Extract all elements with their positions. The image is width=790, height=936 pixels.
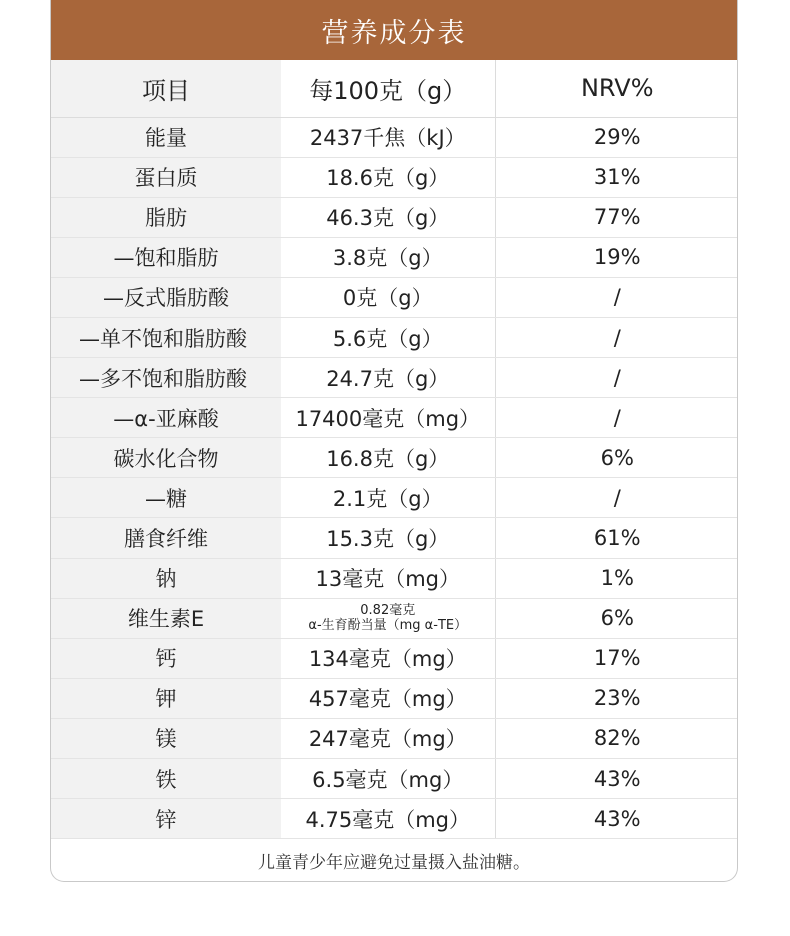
- row-item: 碳水化合物: [51, 438, 281, 478]
- table-row: [51, 678, 738, 718]
- row-item: —多不饱和脂肪酸: [51, 358, 281, 398]
- table-row: [51, 518, 738, 558]
- nutrition-facts-card: [50, 0, 738, 882]
- row-amount: 15.3克（g）: [281, 518, 495, 558]
- table-row: [51, 438, 738, 478]
- row-amount: 2.1克（g）: [281, 478, 495, 518]
- row-amount: 5.6克（g）: [281, 317, 495, 357]
- row-amount: 24.7克（g）: [281, 358, 495, 398]
- row-nrv: 31%: [495, 157, 738, 197]
- row-nrv: 23%: [495, 678, 738, 718]
- table-row: [51, 317, 738, 357]
- row-nrv: 6%: [495, 438, 738, 478]
- row-nrv: 19%: [495, 237, 738, 277]
- row-item: 镁: [51, 718, 281, 758]
- row-item: —饱和脂肪: [51, 237, 281, 277]
- row-item: 锌: [51, 799, 281, 839]
- row-item: 蛋白质: [51, 157, 281, 197]
- row-amount: 0克（g）: [281, 277, 495, 317]
- table-row: [51, 277, 738, 317]
- nutrition-table: [51, 60, 738, 839]
- row-amount: 17400毫克（mg）: [281, 398, 495, 438]
- row-nrv: 61%: [495, 518, 738, 558]
- row-amount: 46.3克（g）: [281, 197, 495, 237]
- row-amount: 18.6克（g）: [281, 157, 495, 197]
- row-amount: 134毫克（mg）: [281, 638, 495, 678]
- footer-note: 儿童青少年应避免过量摄入盐油糖。: [258, 853, 530, 874]
- table-header-row: [51, 60, 738, 117]
- row-amount-multiline: [281, 598, 495, 638]
- row-item: 钾: [51, 678, 281, 718]
- header-item: 项目: [51, 60, 281, 117]
- row-nrv: /: [495, 478, 738, 518]
- table-row: [51, 117, 738, 157]
- row-nrv: 43%: [495, 759, 738, 799]
- row-item: 钠: [51, 558, 281, 598]
- row-item: 铁: [51, 759, 281, 799]
- table-row: [51, 478, 738, 518]
- row-item: —单不饱和脂肪酸: [51, 317, 281, 357]
- table-row: [51, 638, 738, 678]
- header-per-100g: 每100克（g）: [281, 60, 495, 117]
- table-row: [51, 157, 738, 197]
- table-row: [51, 718, 738, 758]
- table-row: [51, 398, 738, 438]
- row-amount: 13毫克（mg）: [281, 558, 495, 598]
- row-nrv: 77%: [495, 197, 738, 237]
- row-nrv: 6%: [495, 598, 738, 638]
- row-nrv: 29%: [495, 117, 738, 157]
- row-amount-value: 0.82毫克: [360, 603, 416, 619]
- row-amount: 2437千焦（kJ）: [281, 117, 495, 157]
- table-row: [51, 197, 738, 237]
- row-item: 膳食纤维: [51, 518, 281, 558]
- row-nrv: /: [495, 317, 738, 357]
- row-item: 脂肪: [51, 197, 281, 237]
- table-row: [51, 237, 738, 277]
- row-amount-unit: α-生育酚当量（mg α-TE）: [308, 618, 468, 634]
- row-item: 钙: [51, 638, 281, 678]
- table-row: [51, 598, 738, 638]
- row-amount: 247毫克（mg）: [281, 718, 495, 758]
- row-nrv: /: [495, 398, 738, 438]
- row-item: —糖: [51, 478, 281, 518]
- row-nrv: 82%: [495, 718, 738, 758]
- row-amount: 4.75毫克（mg）: [281, 799, 495, 839]
- row-nrv: 1%: [495, 558, 738, 598]
- row-item: 维生素E: [51, 598, 281, 638]
- row-nrv: /: [495, 358, 738, 398]
- row-nrv: 17%: [495, 638, 738, 678]
- row-nrv: 43%: [495, 799, 738, 839]
- table-row: [51, 558, 738, 598]
- nutrition-table-title: 营养成分表: [51, 0, 737, 60]
- table-row: [51, 759, 738, 799]
- row-amount: 16.8克（g）: [281, 438, 495, 478]
- header-nrv: NRV%: [495, 60, 738, 117]
- row-nrv: /: [495, 277, 738, 317]
- row-item: —α-亚麻酸: [51, 398, 281, 438]
- row-item: 能量: [51, 117, 281, 157]
- table-row: [51, 358, 738, 398]
- row-amount: 457毫克（mg）: [281, 678, 495, 718]
- table-row: [51, 799, 738, 839]
- row-amount: 3.8克（g）: [281, 237, 495, 277]
- row-item: —反式脂肪酸: [51, 277, 281, 317]
- row-amount: 6.5毫克（mg）: [281, 759, 495, 799]
